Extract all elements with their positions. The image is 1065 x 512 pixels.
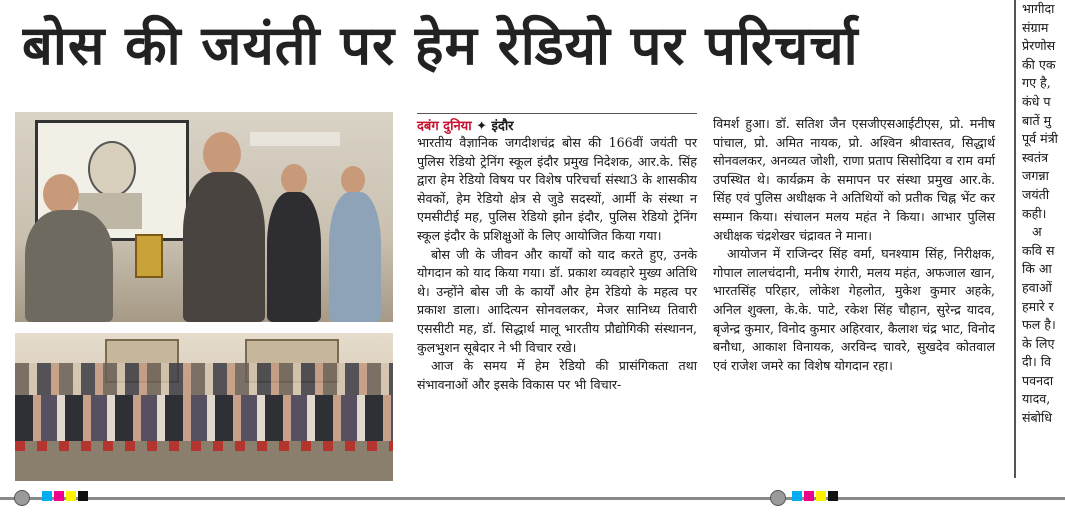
text-fragment: दी। वि	[1022, 354, 1051, 370]
color-swatch-cyan	[792, 491, 802, 501]
color-swatch-black	[828, 491, 838, 501]
registration-circle-left	[14, 490, 30, 506]
text-fragment: फल है।	[1022, 317, 1056, 333]
text-fragment: हमारे र	[1022, 298, 1054, 314]
color-swatch-black	[78, 491, 88, 501]
text-fragment: अ	[1032, 224, 1042, 240]
text-fragment: कही।	[1022, 205, 1047, 221]
color-swatch-cyan	[42, 491, 52, 501]
paragraph: आज के समय में हेम रेडियो की प्रासंगिकता तथा संभावनाओं और इसके विकास पर भी विचार-	[417, 358, 697, 392]
text-fragment: हवाओं	[1022, 279, 1052, 295]
text-fragment: कंधे प	[1022, 93, 1051, 109]
text-fragment: के लिए	[1022, 335, 1055, 351]
photo-group	[15, 333, 393, 481]
photo-plaque-presentation	[15, 112, 393, 322]
text-fragment: गए है,	[1022, 75, 1051, 91]
color-swatch-yellow	[66, 491, 76, 501]
text-fragment: प्रेरणोस	[1022, 38, 1056, 54]
article-column-2	[713, 115, 995, 375]
color-swatch-yellow	[816, 491, 826, 501]
paragraph: विमर्श हुआ। डॉ. सतिश जैन एसजीएसआईटीएस, प्रो. मनीष पांचाल, प्रो. अमित नायक, प्रो. अश्विन श्रीवास्तव, सिद्धार्थ सोनवलकर, अनव्यत जोशी, राणा प्रताप सिसोदिया व राम वर्मा उपस्थित थे। कार्यक्रम के समापन पर संस्था प्रमुख आर.के. सिंह एवं पुलिस अधीक्षक ने अतिथियों को प्रतीक चिह्न भेंट कर सम्मान किया। संचालन मलय महंत ने किया। आभार पुलिस अधीक्षक चंद्रशेखर चंद्रावत ने माना।	[713, 116, 995, 243]
plaque	[135, 234, 163, 278]
paragraph: आयोजन में राजिन्दर सिंह वर्मा, घनश्याम सिंह, निरीक्षक, गोपाल लालचंदानी, मनीष रंगारी, मलय महंत, अफजाल खान, भारतसिंह परिहार, लोकेश गेहलोत, मुकेश कुमार अहके, अनिल शुक्ला, के.के. पाटे, रकेश सिंह चौहान, सुरेन्द्र यादव, बृजेन्द्र कुमार, विनोद कुमार अहिरवार, कैलाश चंद्र भाट, विनोद बनौधा, आकाश विनायक, अरविन्द चावरे, सुखदेव कोतवाल एवं राजेश जमरे का विशेष योगदान रहा।	[713, 246, 995, 373]
registration-line	[0, 497, 1065, 500]
text-fragment: स्वतंत्र	[1022, 149, 1049, 165]
text-fragment: पवनदा	[1022, 372, 1054, 388]
text-fragment: जगन्ना	[1022, 168, 1049, 184]
adjacent-article-column	[1022, 0, 1065, 428]
paragraph: भारतीय वैज्ञानिक जगदीशचंद्र बोस की 166वीं जयंती पर पुलिस रेडियो ट्रेनिंग स्कूल इंदौर प्रमुख निदेशक, आर.के. सिंह द्वारा हेम रेडियो विषय पर विशेष परिचर्चा संस्था3 के शासकीय सेवकों, हेम रेडियो क्षेत्र से जुडे सदस्यों, आर्मी के संस्था न एमसीटीई मह, पुलिस रेडियो झोन इंदौर, पुलिस रेडियो ट्रेनिंग स्कूल इंदौर के प्रशिक्षुओं के लिए आयोजित किया गया।	[417, 135, 697, 243]
byline	[417, 113, 697, 132]
separator-emblem: ✦	[471, 119, 492, 134]
text-fragment: संबोधि	[1022, 410, 1052, 426]
text-fragment: यादव,	[1022, 391, 1051, 407]
headline: बोस की जयंती पर हेम रेडियो पर परिचर्चा	[22, 14, 859, 77]
text-fragment: जयंती	[1022, 186, 1050, 202]
dateline-city: इंदौर	[491, 119, 514, 134]
registration-circle-right	[770, 490, 786, 506]
article-column-1	[417, 134, 697, 394]
paragraph: बोस जी के जीवन और कार्यों को याद करते हुए, उनके योगदान को याद किया गया। डॉ. प्रकाश व्यवहारे मुख्य अतिथि थे। उन्होंने बोस जी के कार्यों और हेम रेडियो के महत्व पर प्रकाश डाला। आदित्यन सोनवलकर, मेजर सानिध्य तिवारी एससीटी मह, डॉ. सिद्धार्थ मालू भारतीय प्रौद्योगिकी संस्थानन, कुलभुशन सूबेदार ने भी विचार रखे।	[417, 246, 697, 355]
text-fragment: पूर्व मंत्री	[1022, 131, 1058, 147]
text-fragment: भागीदा	[1022, 1, 1055, 16]
color-swatch-magenta	[54, 491, 64, 501]
floor	[15, 451, 393, 481]
text-fragment: कवि स	[1022, 242, 1055, 258]
text-fragment: बातें मु	[1022, 112, 1052, 128]
newspaper-brand: दबंग दुनिया	[417, 119, 472, 134]
text-fragment: कि आ	[1022, 261, 1052, 277]
color-swatch-magenta	[804, 491, 814, 501]
text-fragment: की एक	[1022, 56, 1056, 72]
text-fragment: संग्राम	[1022, 19, 1049, 35]
column-divider	[1014, 0, 1016, 478]
